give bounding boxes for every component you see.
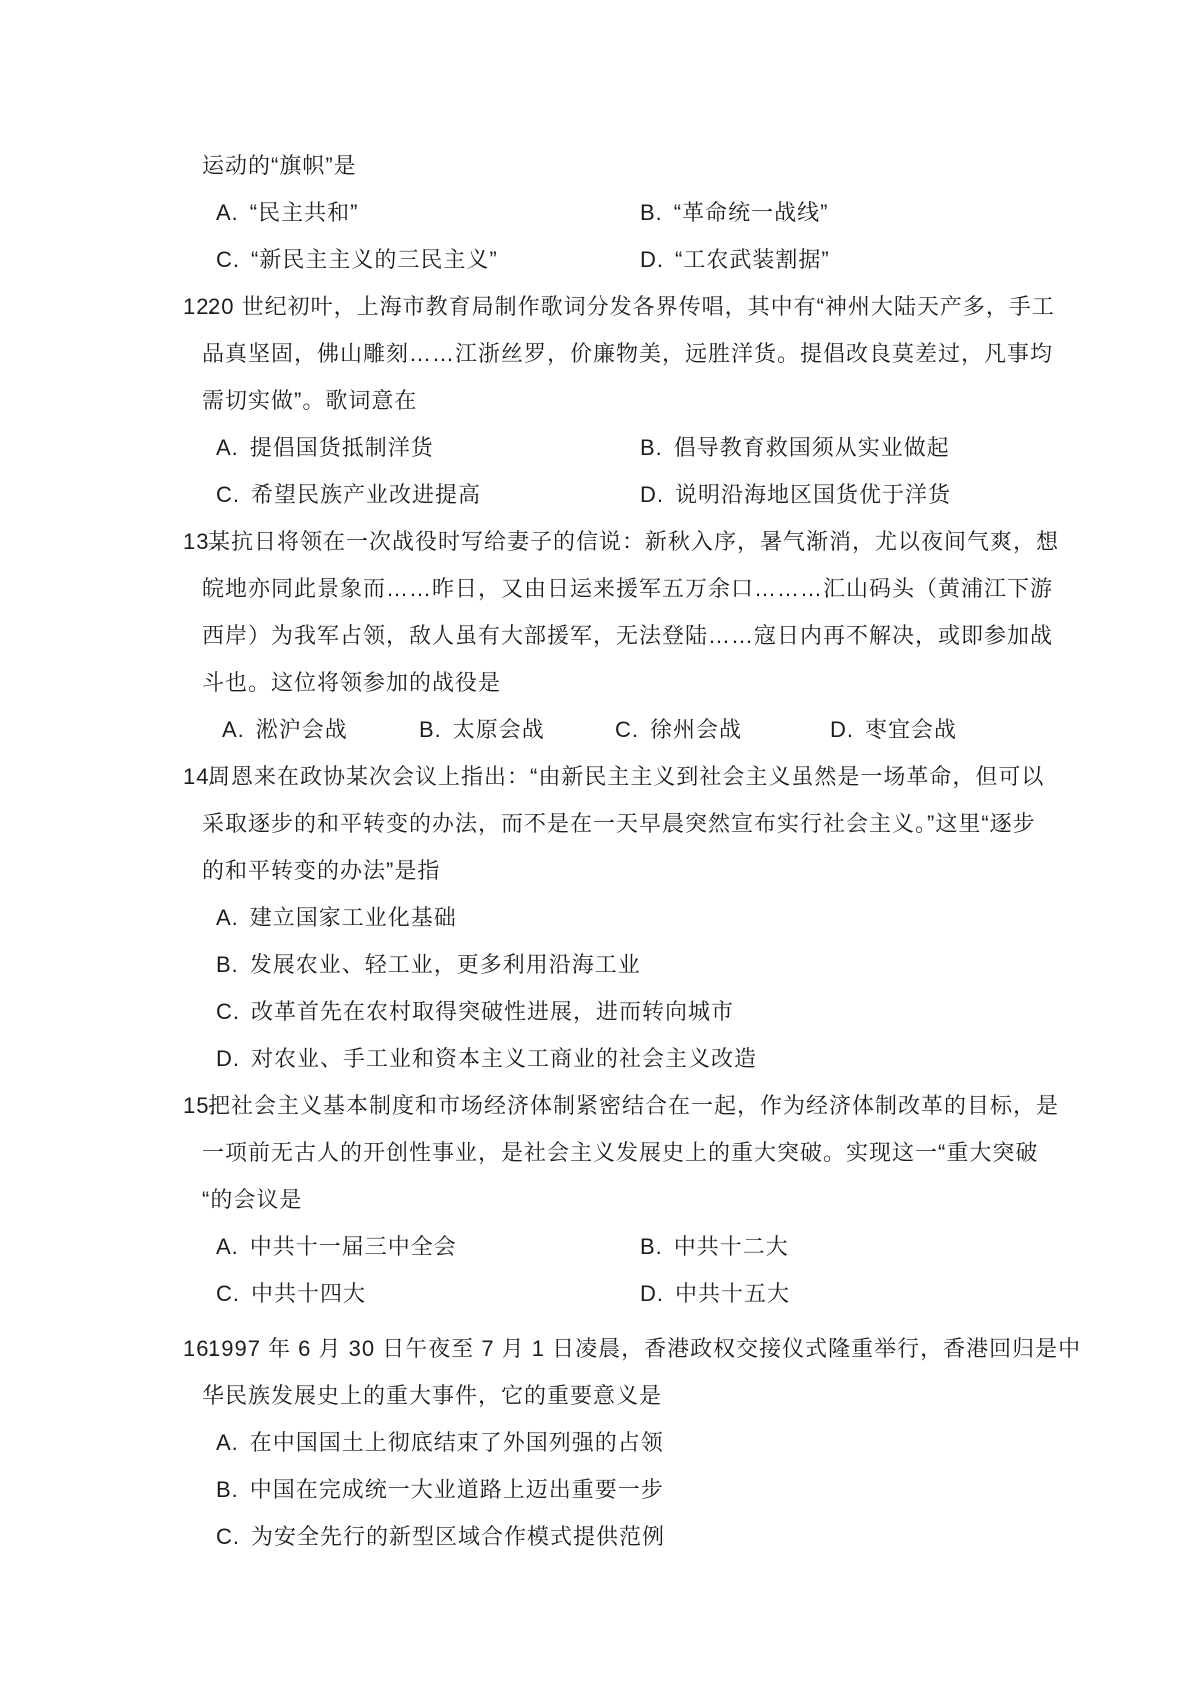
- q16-option-c-row: [0, 1513, 1200, 1560]
- option-label: B.: [640, 1234, 663, 1259]
- option-text: 中共十一届三中全会: [249, 1234, 457, 1259]
- q11-option-b: [640, 189, 828, 236]
- q15-option-b: [640, 1223, 789, 1270]
- q16-option-b: [216, 1466, 664, 1513]
- q11-option-d: [640, 236, 830, 283]
- stem-text: 需切实做”。歌词意在: [202, 388, 418, 413]
- option-label: A.: [216, 200, 239, 225]
- option-label: C.: [216, 1524, 240, 1549]
- question-number: 12.: [183, 294, 217, 319]
- q14-option-c: [216, 988, 734, 1035]
- q15-stem-line-3: [0, 1176, 1200, 1223]
- option-label: A.: [222, 717, 245, 742]
- q12-stem-line-2: [0, 330, 1200, 377]
- q14-stem-line-2: [0, 800, 1200, 847]
- option-text: 对农业、手工业和资本主义工商业的社会主义改造: [251, 1046, 758, 1071]
- option-text: 中国在完成统一大业道路上迈出重要一步: [249, 1477, 664, 1502]
- option-label: A.: [216, 1430, 239, 1455]
- option-text: 希望民族产业改进提高: [251, 482, 482, 507]
- q15-option-a: [216, 1223, 457, 1270]
- q13-stem-line-1: [0, 518, 1200, 565]
- option-text: 发展农业、轻工业，更多利用沿海工业: [249, 952, 641, 977]
- option-label: D.: [216, 1046, 240, 1071]
- q16-stem-line-1: [0, 1325, 1200, 1372]
- option-text: 倡导教育救国须从实业做起: [673, 435, 950, 460]
- q16-stem-line-2: [0, 1372, 1200, 1419]
- option-label: D.: [640, 247, 664, 272]
- q12-options-row-1: [0, 424, 1200, 471]
- option-label: C.: [216, 247, 240, 272]
- q14-option-a: [216, 894, 457, 941]
- stem-text: 一项前无古人的开创性事业，是社会主义发展史上的重大突破。实现这一“重大突破: [202, 1140, 1039, 1165]
- q13-option-b: [419, 706, 545, 753]
- option-text: 为安全先行的新型区域合作模式提供范例: [251, 1524, 666, 1549]
- option-label: D.: [640, 1281, 664, 1306]
- option-text: 中共十四大: [251, 1281, 367, 1306]
- q16-option-c: [216, 1513, 665, 1560]
- option-label: A.: [216, 1234, 239, 1259]
- q11-options-row-2: [0, 236, 1200, 283]
- q16-option-a-row: [0, 1419, 1200, 1466]
- option-text: 太原会战: [452, 717, 545, 742]
- q12-option-b: [640, 424, 950, 471]
- option-label: A.: [216, 905, 239, 930]
- stem-text: 品真坚固，佛山雕刻……江浙丝罗，价廉物美，远胜洋货。提倡改良莫差过，凡事均: [202, 341, 1054, 366]
- q16-option-a: [216, 1419, 664, 1466]
- q12-stem-line-3: [0, 377, 1200, 424]
- q13-option-c: [615, 706, 742, 753]
- q15-option-c: [216, 1270, 366, 1317]
- option-text: 改革首先在农村取得突破性进展，进而转向城市: [251, 999, 735, 1024]
- option-label: C.: [216, 999, 240, 1024]
- stem-text: “的会议是: [202, 1187, 303, 1212]
- option-text: “工农武装割据”: [675, 247, 830, 272]
- q14-option-d: [216, 1035, 757, 1082]
- q15-option-d: [640, 1270, 790, 1317]
- option-label: B.: [216, 1477, 239, 1502]
- option-text: 建立国家工业化基础: [249, 905, 457, 930]
- option-label: A.: [216, 435, 239, 460]
- q13-option-d: [830, 706, 957, 753]
- q14-option-b: [216, 941, 641, 988]
- q15-options-row-2: [0, 1270, 1200, 1317]
- option-text: “新民主主义的三民主义”: [251, 247, 498, 272]
- q14-option-b-row: [0, 941, 1200, 988]
- option-label: B.: [216, 952, 239, 977]
- q15-stem-line-2: [0, 1129, 1200, 1176]
- q13-stem-line-4: [0, 659, 1200, 706]
- option-text: 徐州会战: [650, 717, 743, 742]
- option-text: 说明沿海地区国货优于洋货: [675, 482, 952, 507]
- option-text: “民主共和”: [249, 200, 359, 225]
- q12-option-c: [216, 471, 481, 518]
- option-label: C.: [216, 1281, 240, 1306]
- q15-stem-line-1: [0, 1082, 1200, 1129]
- option-label: B.: [640, 435, 663, 460]
- option-label: B.: [419, 717, 442, 742]
- q12-option-a: [216, 424, 434, 471]
- q12-options-row-2: [0, 471, 1200, 518]
- q14-stem-line-3: [0, 847, 1200, 894]
- option-text: 中共十五大: [675, 1281, 791, 1306]
- stem-text: 斗也。这位将领参加的战役是: [202, 670, 502, 695]
- q13-stem-line-2: [0, 565, 1200, 612]
- question-number: 15.: [183, 1093, 217, 1118]
- q15-options-row-1: [0, 1223, 1200, 1270]
- stem-text: 某抗日将领在一次战役时写给妻子的信说：新秋入序，暑气渐消，尤以夜间气爽，想: [208, 529, 1060, 554]
- stem-text: 采取逐步的和平转变的办法，而不是在一天早晨突然宣布实行社会主义。”这里“逐步: [202, 811, 1036, 836]
- option-label: C.: [615, 717, 639, 742]
- q13-option-a: [222, 706, 348, 753]
- stem-text: 华民族发展史上的重大事件，它的重要意义是: [202, 1383, 663, 1408]
- stem-text: 把社会主义基本制度和市场经济体制紧密结合在一起，作为经济体制改革的目标，是: [208, 1093, 1060, 1118]
- option-label: B.: [640, 200, 663, 225]
- stem-text: 周恩来在政协某次会议上指出：“由新民主主义到社会主义虽然是一场革命，但可以: [208, 764, 1045, 789]
- option-text: 提倡国货抵制洋货: [249, 435, 434, 460]
- stem-text: 皖地亦同此景象而……昨日，又由日运来援军五万余口………汇山码头（黄浦江下游: [202, 576, 1054, 601]
- question-number: 14.: [183, 764, 217, 789]
- q12-stem-line-1: [0, 283, 1200, 330]
- q11-option-c: [216, 236, 498, 283]
- option-text: 在中国国土上彻底结束了外国列强的占领: [249, 1430, 664, 1455]
- stem-text: 的和平转变的办法”是指: [202, 858, 441, 883]
- stem-text: 西岸）为我军占领，敌人虽有大部援军，无法登陆……寇日内再不解决，或即参加战: [202, 623, 1054, 648]
- stem-text: 1997 年 6 月 30 日午夜至 7 月 1 日凌晨，香港政权交接仪式隆重举行，香港回归是中: [208, 1336, 1082, 1361]
- option-text: 枣宜会战: [865, 717, 958, 742]
- question-number: 16.: [183, 1336, 217, 1361]
- q14-option-a-row: [0, 894, 1200, 941]
- option-text: 淞沪会战: [255, 717, 348, 742]
- q16-option-b-row: [0, 1466, 1200, 1513]
- option-text: “革命统一战线”: [673, 200, 829, 225]
- q11-options-row-1: [0, 189, 1200, 236]
- q11-stem-line: [0, 142, 1200, 189]
- q14-stem-line-1: [0, 753, 1200, 800]
- stem-text: 20 世纪初叶，上海市教育局制作歌词分发各界传唱，其中有“神州大陆天产多，手工: [208, 294, 1055, 319]
- question-number: 13.: [183, 529, 217, 554]
- q12-option-d: [640, 471, 951, 518]
- q11-option-a: [216, 189, 358, 236]
- q14-option-d-row: [0, 1035, 1200, 1082]
- q14-option-c-row: [0, 988, 1200, 1035]
- option-text: 中共十二大: [673, 1234, 789, 1259]
- stem-text: 运动的“旗帜”是: [202, 153, 357, 178]
- option-label: D.: [640, 482, 664, 507]
- q13-options-row: [0, 706, 1200, 753]
- option-label: D.: [830, 717, 854, 742]
- q13-stem-line-3: [0, 612, 1200, 659]
- option-label: C.: [216, 482, 240, 507]
